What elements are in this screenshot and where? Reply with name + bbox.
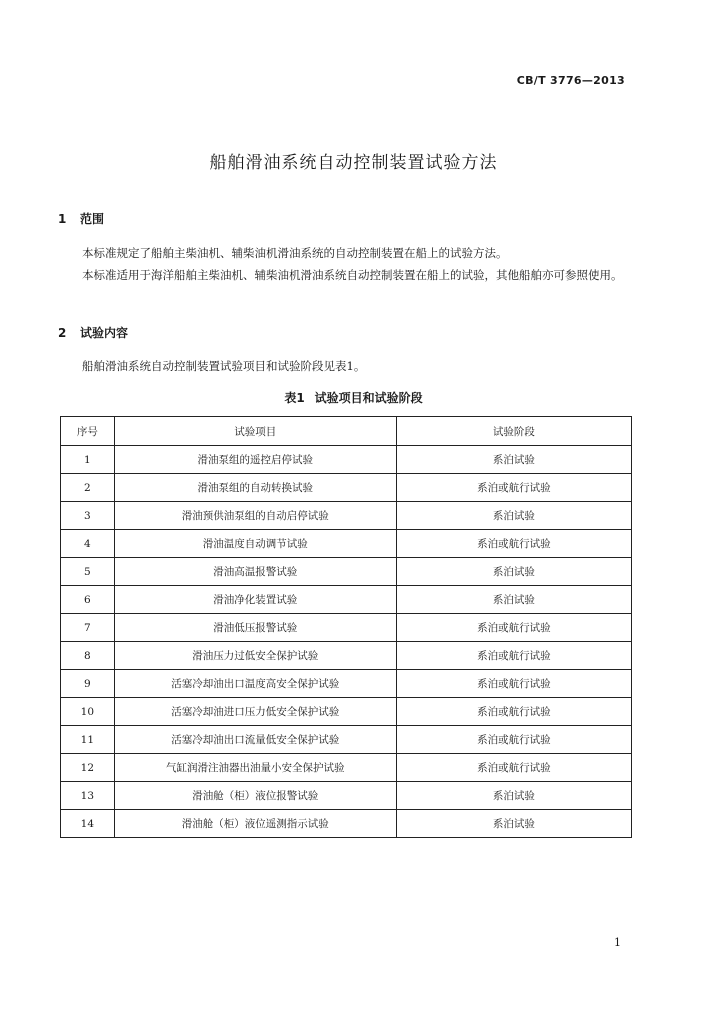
cell-number: 3 <box>61 502 115 530</box>
cell-test-stage: 系泊试验 <box>396 502 631 530</box>
section-1-body <box>58 242 636 286</box>
section-title: 试验内容 <box>80 326 129 340</box>
table-row <box>61 530 632 558</box>
table-row <box>61 810 632 838</box>
table-row <box>61 586 632 614</box>
cell-test-stage: 系泊或航行试验 <box>396 670 631 698</box>
table-header-row <box>61 417 632 446</box>
cell-test-item: 滑油压力过低安全保护试验 <box>114 642 396 670</box>
table-caption-text: 试验项目和试验阶段 <box>314 391 423 405</box>
table-row <box>61 502 632 530</box>
table-row <box>61 782 632 810</box>
table-body <box>61 446 632 838</box>
cell-number: 4 <box>61 530 115 558</box>
cell-test-stage: 系泊或航行试验 <box>396 698 631 726</box>
header-cell-number: 序号 <box>61 417 115 446</box>
cell-number: 7 <box>61 614 115 642</box>
cell-test-stage: 系泊试验 <box>396 810 631 838</box>
cell-number: 9 <box>61 670 115 698</box>
cell-test-stage: 系泊或航行试验 <box>396 474 631 502</box>
cell-test-item: 滑油净化装置试验 <box>114 586 396 614</box>
cell-number: 1 <box>61 446 115 474</box>
standard-code: CB/T 3776—2013 <box>516 74 625 87</box>
cell-test-item: 活塞冷却油出口温度高安全保护试验 <box>114 670 396 698</box>
cell-test-item: 滑油高温报警试验 <box>114 558 396 586</box>
table-row <box>61 614 632 642</box>
cell-number: 14 <box>61 810 115 838</box>
table-row <box>61 474 632 502</box>
cell-test-item: 滑油低压报警试验 <box>114 614 396 642</box>
header-cell-stage: 试验阶段 <box>396 417 631 446</box>
cell-number: 11 <box>61 726 115 754</box>
table-row <box>61 698 632 726</box>
table-row <box>61 726 632 754</box>
cell-test-stage: 系泊或航行试验 <box>396 754 631 782</box>
paragraph: 本标准规定了船舶主柴油机、辅柴油机滑油系统的自动控制装置在船上的试验方法。 <box>82 246 508 260</box>
cell-test-item: 气缸润滑注油器出油量小安全保护试验 <box>114 754 396 782</box>
cell-test-item: 活塞冷却油进口压力低安全保护试验 <box>114 698 396 726</box>
cell-test-item: 滑油温度自动调节试验 <box>114 530 396 558</box>
section-2-heading <box>58 324 128 341</box>
cell-test-item: 活塞冷却油出口流量低安全保护试验 <box>114 726 396 754</box>
table-row <box>61 558 632 586</box>
page-number: 1 <box>614 936 621 949</box>
cell-test-stage: 系泊或航行试验 <box>396 614 631 642</box>
cell-test-stage: 系泊试验 <box>396 586 631 614</box>
cell-test-item: 滑油舱（柜）液位报警试验 <box>114 782 396 810</box>
section-2-body <box>58 355 636 377</box>
section-1-heading <box>58 210 104 227</box>
table-row <box>61 446 632 474</box>
cell-test-stage: 系泊或航行试验 <box>396 530 631 558</box>
table-row <box>61 754 632 782</box>
cell-test-item: 滑油泵组的遥控启停试验 <box>114 446 396 474</box>
cell-number: 6 <box>61 586 115 614</box>
test-items-table <box>60 416 632 838</box>
section-title: 范围 <box>80 212 105 226</box>
table-row <box>61 642 632 670</box>
header-cell-item: 试验项目 <box>114 417 396 446</box>
cell-test-item: 滑油预供油泵组的自动启停试验 <box>114 502 396 530</box>
cell-test-stage: 系泊或航行试验 <box>396 642 631 670</box>
cell-number: 13 <box>61 782 115 810</box>
cell-test-item: 滑油舱（柜）液位遥测指示试验 <box>114 810 396 838</box>
cell-test-stage: 系泊或航行试验 <box>396 726 631 754</box>
cell-test-stage: 系泊试验 <box>396 782 631 810</box>
cell-number: 2 <box>61 474 115 502</box>
section-number: 2 <box>58 326 67 340</box>
cell-number: 12 <box>61 754 115 782</box>
table-caption <box>0 389 707 406</box>
cell-number: 10 <box>61 698 115 726</box>
paragraph: 船舶滑油系统自动控制装置试验项目和试验阶段见表1。 <box>82 359 366 373</box>
section-number: 1 <box>58 212 67 226</box>
paragraph: 本标准适用于海洋船舶主柴油机、辅柴油机滑油系统自动控制装置在船上的试验，其他船舶亦可参照使用。 <box>82 268 623 282</box>
cell-test-item: 滑油泵组的自动转换试验 <box>114 474 396 502</box>
document-title: 船舶滑油系统自动控制装置试验方法 <box>209 153 498 173</box>
cell-test-stage: 系泊试验 <box>396 558 631 586</box>
cell-test-stage: 系泊试验 <box>396 446 631 474</box>
table-label: 表1 <box>284 391 305 405</box>
cell-number: 5 <box>61 558 115 586</box>
cell-number: 8 <box>61 642 115 670</box>
table-row <box>61 670 632 698</box>
